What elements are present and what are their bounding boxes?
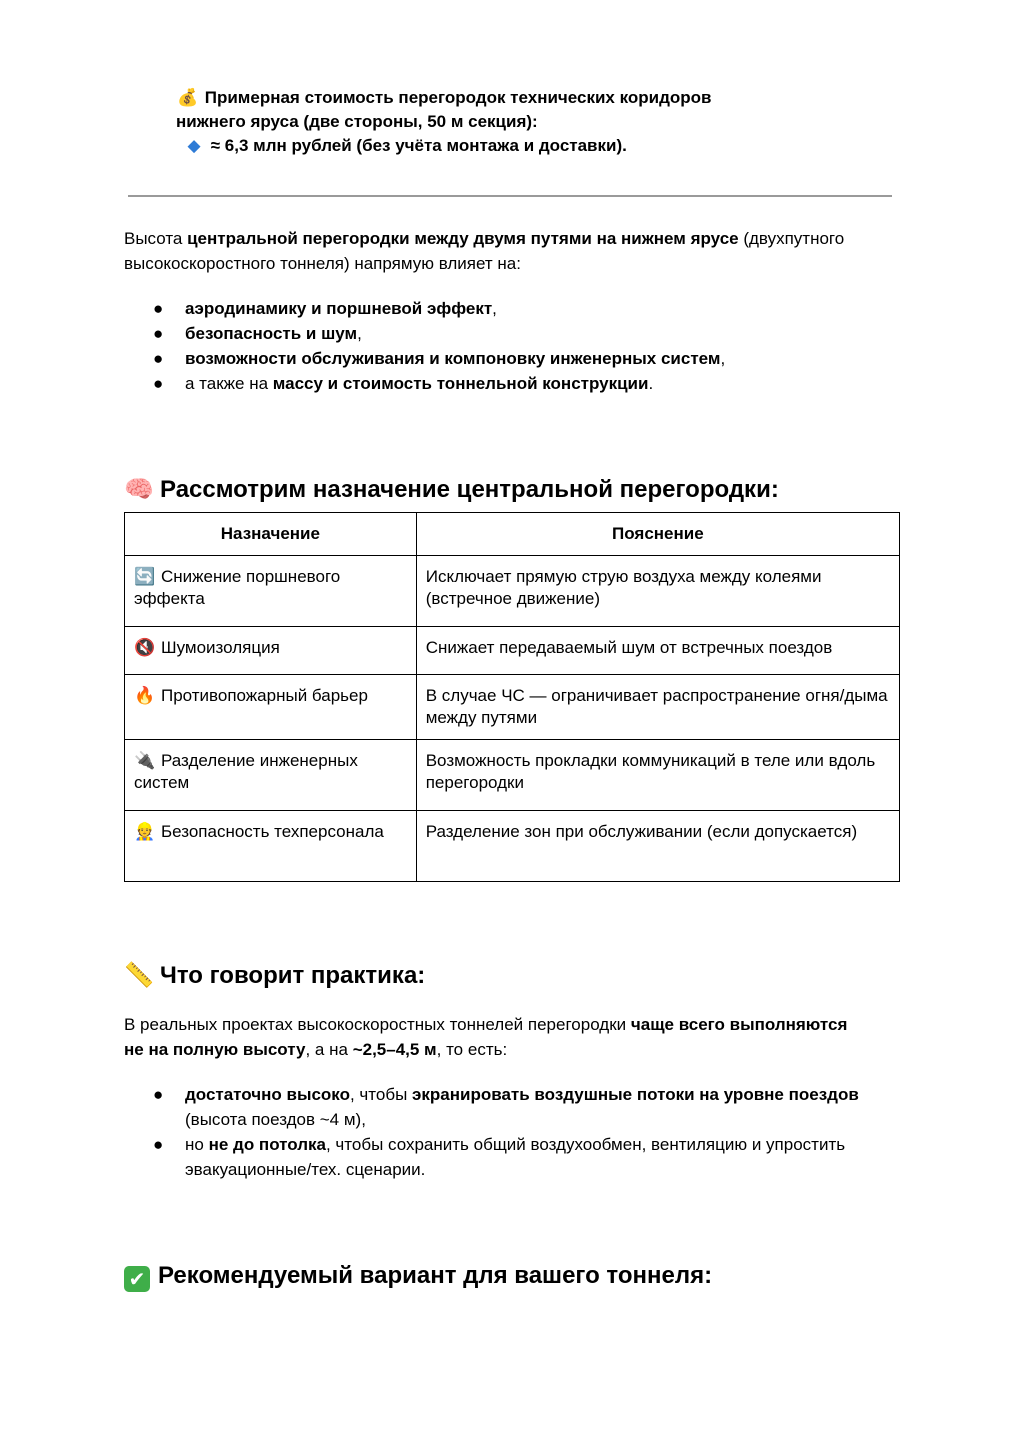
practice-paragraph [124, 1012, 864, 1062]
table-cell [125, 556, 417, 627]
table-cell: Снижает передаваемый шум от встречных поездов [416, 627, 899, 675]
table-row [125, 811, 900, 882]
list-item-text: , чтобы [349, 1085, 413, 1104]
practice-text: , то есть: [436, 1040, 508, 1059]
cost-line-3 [176, 134, 816, 158]
ruler-icon: 📏 [124, 961, 154, 989]
section-heading-recommended [124, 1260, 712, 1292]
purpose-text: Противопожарный барьер [161, 686, 368, 705]
list-item-text: . [648, 374, 654, 393]
practice-bold: ~2,5–4,5 м [352, 1040, 437, 1059]
muted-speaker-icon: 🔇 [134, 638, 156, 658]
list-item-text: , чтобы сохранить общий воздухообмен, вентиляцию и упростить эвакуационные/тех. сценарии. [185, 1135, 846, 1179]
check-mark-icon: ✔ [124, 1266, 150, 1292]
list-item [124, 321, 884, 346]
list-item-text: , [720, 349, 726, 368]
table-cell: Разделение зон при обслуживании (если допускается) [416, 811, 899, 882]
purpose-text: Снижение поршневого эффекта [134, 567, 341, 608]
list-item [124, 371, 884, 396]
bullet-icon: ● [153, 374, 164, 393]
intro-paragraph [124, 226, 884, 276]
money-bag-icon: 💰 [177, 88, 199, 108]
fire-icon: 🔥 [134, 686, 156, 706]
purpose-text: Безопасность техперсонала [161, 822, 384, 841]
list-item-bold: экранировать воздушные потоки на уровне поездов [412, 1085, 859, 1104]
practice-text: , а на [305, 1040, 353, 1059]
arrows-cycle-icon: 🔄 [134, 567, 156, 587]
column-header: Назначение [125, 513, 417, 556]
section-title: Рассмотрим назначение центральной перегородки: [160, 476, 779, 503]
list-item-bold: не до потолка [208, 1135, 326, 1154]
list-item-bold: аэродинамику и поршневой эффект [185, 299, 493, 318]
brain-icon: 🧠 [124, 475, 154, 503]
list-item-text: но [185, 1135, 209, 1154]
section-heading-purpose [124, 473, 779, 506]
bullet-icon: ● [153, 299, 164, 318]
section-title: Рекомендуемый вариант для вашего тоннеля: [158, 1262, 713, 1289]
intro-text-1: Высота [124, 229, 188, 248]
purpose-text: Разделение инженерных систем [134, 751, 358, 792]
table-cell: Исключает прямую струю воздуха между колеями (встречное движение) [416, 556, 899, 627]
bullet-icon: ● [153, 1135, 164, 1154]
blue-diamond-icon: ◆ [187, 136, 201, 156]
list-item-text: (высота поездов ~4 м), [185, 1110, 366, 1129]
construction-worker-icon: 👷 [134, 822, 156, 842]
table-cell: В случае ЧС — ограничивает распространение огня/дыма между путями [416, 675, 899, 740]
plug-icon: 🔌 [134, 751, 156, 771]
list-item [124, 296, 884, 321]
list-item [124, 1082, 884, 1132]
list-item-bold: безопасность и шум [185, 324, 358, 343]
list-item-text: , [492, 299, 497, 318]
table-cell [125, 675, 417, 740]
table-row [125, 556, 900, 627]
cost-line-2: нижнего яруса (две стороны, 50 м секция): [176, 112, 538, 131]
section-heading-practice [124, 959, 425, 992]
table-row [125, 627, 900, 675]
table-cell [125, 740, 417, 811]
bullet-icon: ● [153, 324, 164, 343]
practice-text: В реальных проектах высокоскоростных тоннелей перегородки [124, 1015, 631, 1034]
list-item-bold: массу и стоимость тоннельной конструкции [272, 374, 649, 393]
list-item-text: а также на [185, 374, 273, 393]
purpose-table [124, 512, 900, 882]
table-row [125, 675, 900, 740]
intro-bold: центральной перегородки между двумя путями на нижнем ярусе [187, 229, 739, 248]
list-item [124, 346, 884, 371]
purpose-text: Шумоизоляция [161, 638, 280, 657]
table-cell: Возможность прокладки коммуникаций в теле или вдоль перегородки [416, 740, 899, 811]
practice-list [124, 1082, 884, 1182]
column-header: Пояснение [416, 513, 899, 556]
bullet-icon: ● [153, 349, 164, 368]
section-title: Что говорит практика: [160, 962, 426, 989]
cost-estimate-block [176, 86, 816, 158]
intro-text-2: (двухпутного высокоскоростного тоннеля) напрямую влияет на: [124, 229, 845, 273]
practice-bold: чаще всего выполняются не на полную высоту [124, 1015, 848, 1059]
influence-list [124, 296, 884, 396]
table-header-row [125, 513, 900, 556]
cost-line-1-text: Примерная стоимость перегородок технических коридоров [204, 88, 712, 107]
horizontal-divider [128, 195, 892, 197]
list-item [124, 1132, 884, 1182]
list-item-text: , [357, 324, 362, 343]
bullet-icon: ● [153, 1085, 164, 1104]
cost-price-text: ≈ 6,3 млн рублей (без учёта монтажа и доставки). [210, 136, 627, 155]
list-item-bold: достаточно высоко [185, 1085, 350, 1104]
list-item-bold: возможности обслуживания и компоновку инженерных систем [185, 349, 721, 368]
table-row [125, 740, 900, 811]
cost-line-1 [176, 86, 816, 110]
table-cell [125, 811, 417, 882]
table-cell [125, 627, 417, 675]
